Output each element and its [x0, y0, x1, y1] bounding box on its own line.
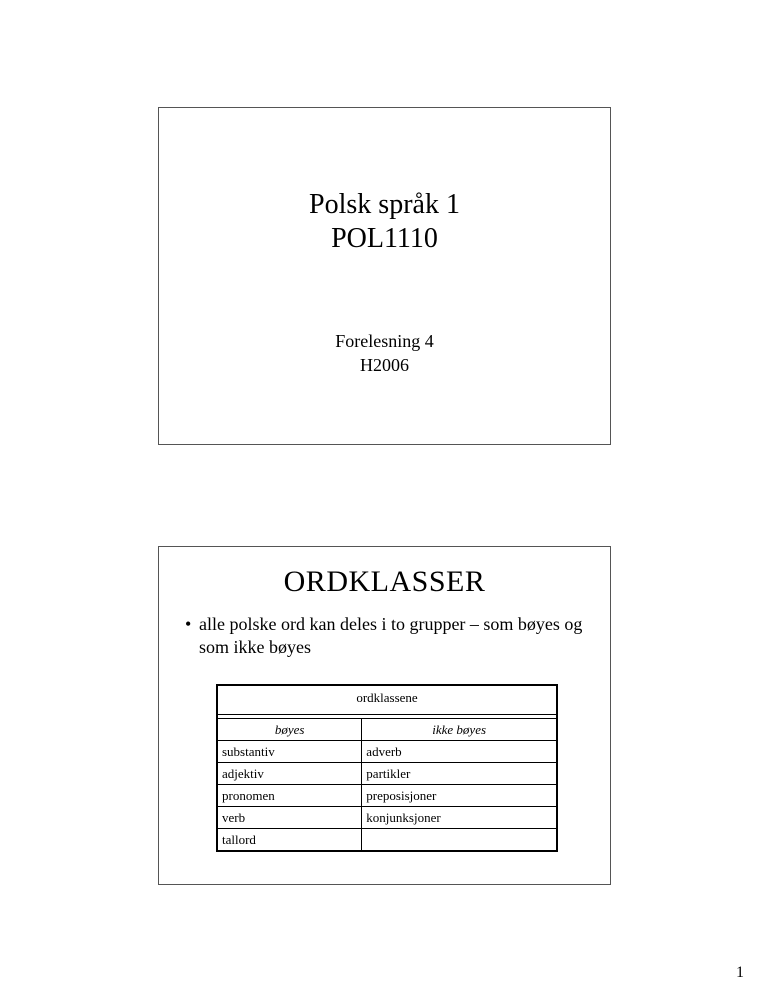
slide-2 — [158, 546, 611, 885]
lecture-number: Forelesning 4 — [335, 331, 434, 351]
page-number: 1 — [736, 964, 744, 981]
bullet-icon: • — [185, 614, 192, 634]
column-header-inflected: bøyes — [217, 719, 362, 741]
table-cell: konjunksjoner — [362, 807, 557, 829]
table-row — [217, 741, 557, 763]
table-cell: tallord — [217, 829, 362, 852]
table-cell: pronomen — [217, 785, 362, 807]
table-cell: substantiv — [217, 741, 362, 763]
table-cell: partikler — [362, 763, 557, 785]
course-title: Polsk språk 1 — [309, 189, 460, 220]
table-cell: adverb — [362, 741, 557, 763]
table-caption: ordklassene — [217, 685, 557, 715]
word-class-table — [216, 684, 558, 852]
table-row — [217, 807, 557, 829]
bullet-text: alle polske ord kan deles i to grupper – som bøyes og som ikke bøyes — [199, 614, 583, 657]
course-code: POL1110 — [331, 223, 438, 254]
slide-2-title: ORDKLASSER — [283, 565, 486, 598]
bullet-point — [185, 613, 585, 659]
table-cell: verb — [217, 807, 362, 829]
table-cell — [362, 829, 557, 852]
table-cell: preposisjoner — [362, 785, 557, 807]
table-row — [217, 785, 557, 807]
table-cell: adjektiv — [217, 763, 362, 785]
semester: H2006 — [360, 355, 409, 375]
slide-1-title — [159, 188, 610, 256]
slide-1 — [158, 107, 611, 445]
table-row — [217, 763, 557, 785]
table-row — [217, 829, 557, 852]
slide-1-subtitle — [159, 329, 610, 377]
column-header-uninflected: ikke bøyes — [362, 719, 557, 741]
